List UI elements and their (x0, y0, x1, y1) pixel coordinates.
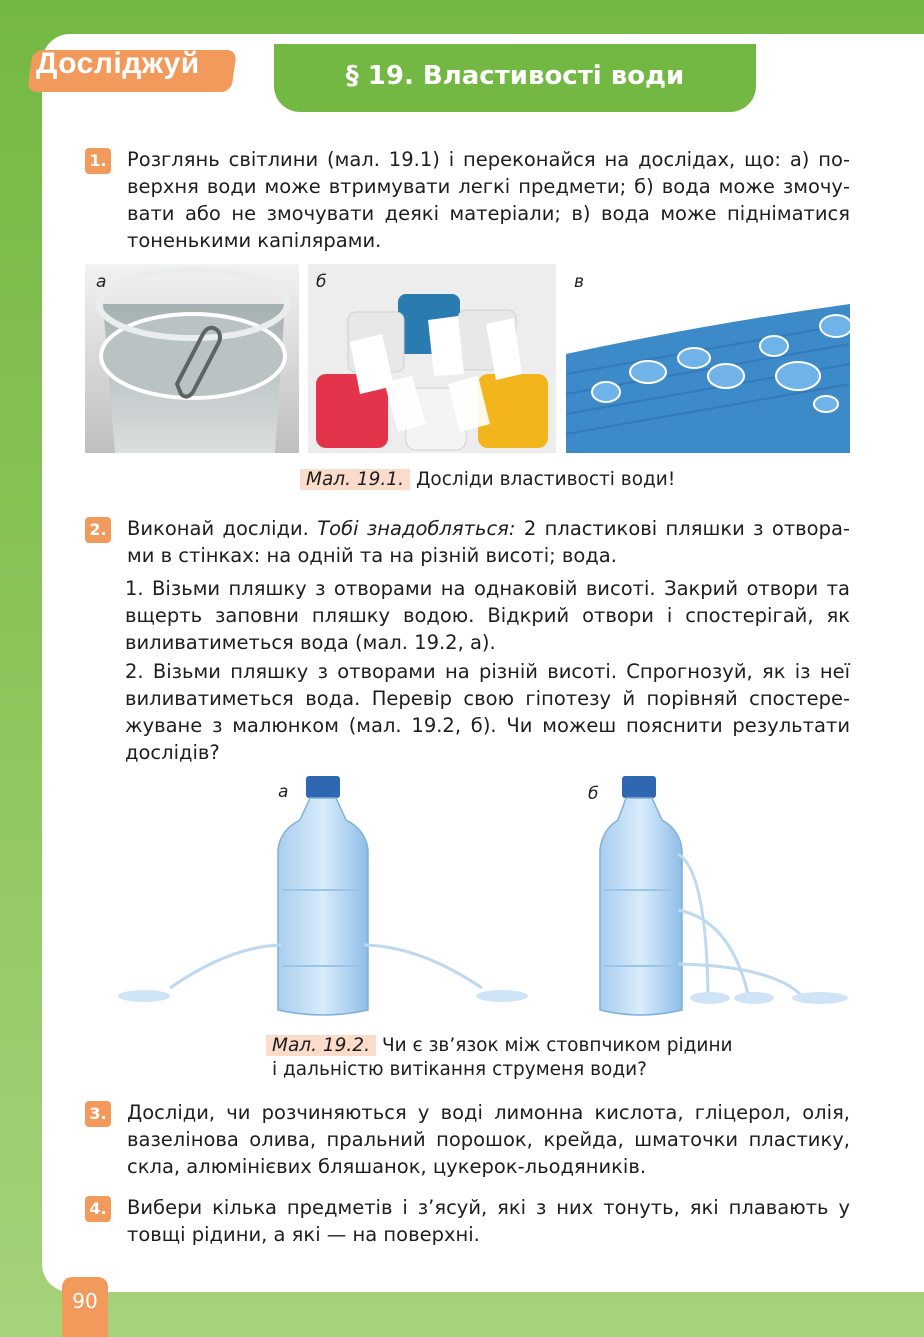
task-2 (85, 515, 850, 569)
task-text: Досліди, чи розчиняються у воді лимонна кислота, гліцерол, олія, вазелінова олива, пральний порошок, крейда, шматочки пластику, скла, алюмінієвих бляшанок, цукерок-льодяників. (127, 1101, 850, 1178)
task-2-step-1: 1. Візьми пляшку з отворами на однаковій висоті. Закрий отвори та вщерть заповни пляшку водою. Відкрий отвори і спостерігай, як виливатиметься вода (мал. 19.2, а). (125, 577, 850, 654)
task-text-italic: Тобі знадобляться: (317, 517, 516, 540)
bottle-a (118, 776, 528, 1015)
task-text (127, 515, 850, 569)
photo-paperclip (85, 264, 299, 453)
bottles-illustration (110, 770, 860, 1020)
task-text-end: 2 пластикові пляшки з отворами в стінках: на одній та на різній висоті; вода. (127, 517, 850, 567)
figure-19-2-caption (266, 1034, 733, 1082)
task-text: Вибери кілька предметів і з’ясуй, які з них тонуть, які плавають у товщі рідини, а які — на поверхні. (127, 1196, 850, 1246)
photo-glasses (308, 264, 556, 453)
caption-tag: Мал. 19.2. (266, 1035, 376, 1056)
task-1 (85, 146, 850, 254)
header-corner (756, 34, 924, 112)
figure-19-1-caption (300, 468, 675, 492)
photo-fabric-drops (566, 264, 850, 453)
caption-line-1: Чи є зв’язок між стовпчиком рідини (381, 1035, 733, 1056)
caption-tag: Мал. 19.1. (300, 469, 410, 490)
bottle-b (600, 776, 848, 1015)
page-title: § 19. Властивості води (345, 61, 685, 91)
bottle-label-b: б (588, 784, 599, 804)
caption-line-2: і дальністю витікання струменя води? (272, 1059, 648, 1080)
task-text-start: Виконай досліди. (127, 517, 318, 540)
bottle-label-a: а (278, 782, 289, 802)
task-number: 2. (85, 517, 111, 543)
task-number: 4. (85, 1196, 111, 1222)
photo-label-a: а (96, 272, 107, 292)
task-3 (85, 1099, 850, 1180)
task-text: Розглянь світлини (мал. 19.1) і переконайся на дослідах, що: а) поверхня води може втримувати легкі предмети; б) вода може змочувати або не змочувати деякі матеріали; в) вода може підніматися тоненькими капілярами. (127, 148, 850, 252)
task-4 (85, 1194, 850, 1248)
section-tab-label: Досліджуй (36, 47, 200, 80)
task-2-step-2: 2. Візьми пляшку з отворами на різній висоті. Спрогнозуй, як із неї виливатиметься вода. Перевір свою гіпотезу й порівняй спостережуване з малюнком (мал. 19.2, б). Чи можеш пояснити результати дослідів? (125, 660, 850, 764)
page-number: 90 (62, 1277, 108, 1337)
photo-label-b: б (316, 272, 327, 292)
caption-text: Досліди властивості води! (415, 469, 676, 490)
task-number: 3. (85, 1101, 111, 1127)
title-bar (274, 44, 756, 112)
task-number: 1. (85, 148, 111, 174)
photo-label-c: в (574, 272, 585, 292)
